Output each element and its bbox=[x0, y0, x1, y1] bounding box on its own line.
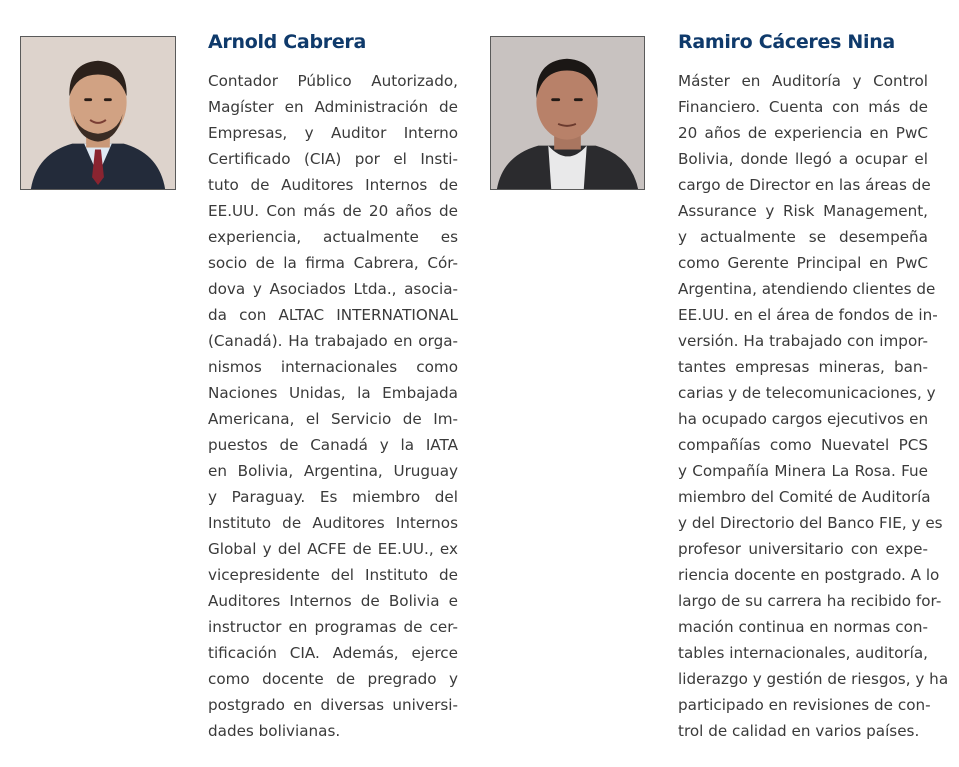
bio-line: en Bolivia, Argentina, Uruguay bbox=[208, 462, 458, 480]
profile-name: Arnold Cabrera bbox=[208, 31, 366, 53]
bio-line: Global y del ACFE de EE.UU., ex bbox=[208, 540, 458, 558]
bio-line: como docente de pregrado y bbox=[208, 670, 458, 688]
bio-line: Instituto de Auditores Internos bbox=[208, 514, 458, 532]
bio-line: socio de la firma Cabrera, Cór- bbox=[208, 254, 458, 272]
bio-line: Auditores Internos de Bolivia e bbox=[208, 592, 458, 610]
bio-line: riencia docente en postgrado. A lo bbox=[678, 566, 940, 584]
bio-line: postgrado en diversas universi- bbox=[208, 696, 458, 714]
bio-line: dades bolivianas. bbox=[208, 722, 341, 740]
bio-line: dova y Asociados Ltda., asocia- bbox=[208, 280, 458, 298]
bio-line: y Paraguay. Es miembro del bbox=[208, 488, 458, 506]
bio-line: puestos de Canadá y la IATA bbox=[208, 436, 458, 454]
profile-bio bbox=[678, 68, 949, 744]
bio-line: liderazgo y gestión de riesgos, y ha bbox=[678, 670, 949, 688]
bio-line: EE.UU. en el área de fondos de in- bbox=[678, 306, 938, 324]
bio-line: como Gerente Principal en PwC bbox=[678, 254, 928, 272]
bio-line: Contador Público Autorizado, bbox=[208, 72, 458, 90]
bio-line: cargo de Director en las áreas de bbox=[678, 176, 931, 194]
bio-line: tables internacionales, auditoría, bbox=[678, 644, 928, 662]
bio-line: profesor universitario con expe- bbox=[678, 540, 928, 558]
bio-line: y Compañía Minera La Rosa. Fue bbox=[678, 462, 928, 480]
portrait-photo bbox=[490, 36, 645, 190]
bio-line: participado en revisiones de con- bbox=[678, 696, 931, 714]
bio-line: Naciones Unidas, la Embajada bbox=[208, 384, 458, 402]
bio-line: EE.UU. Con más de 20 años de bbox=[208, 202, 458, 220]
bio-line: carias y de telecomunicaciones, y bbox=[678, 384, 936, 402]
bio-line: largo de su carrera ha recibido for- bbox=[678, 592, 942, 610]
bio-line: compañías como Nuevatel PCS bbox=[678, 436, 928, 454]
bio-line: miembro del Comité de Auditoría bbox=[678, 488, 931, 506]
bio-line: Certificado (CIA) por el Insti- bbox=[208, 150, 458, 168]
bio-line: ha ocupado cargos ejecutivos en bbox=[678, 410, 929, 428]
profile-name: Ramiro Cáceres Nina bbox=[678, 31, 895, 53]
bio-line: Americana, el Servicio de Im- bbox=[208, 410, 458, 428]
bio-line: Financiero. Cuenta con más de bbox=[678, 98, 928, 116]
bio-line: Assurance y Risk Management, bbox=[678, 202, 928, 220]
bio-line: tificación CIA. Además, ejerce bbox=[208, 644, 458, 662]
bio-line: y actualmente se desempeña bbox=[678, 228, 928, 246]
bio-line: tuto de Auditores Internos de bbox=[208, 176, 458, 194]
bio-line: trol de calidad en varios países. bbox=[678, 722, 920, 740]
bio-line: 20 años de experiencia en PwC bbox=[678, 124, 928, 142]
bio-line: experiencia, actualmente es bbox=[208, 228, 458, 246]
bio-line: vicepresidente del Instituto de bbox=[208, 566, 458, 584]
bio-line: Argentina, atendiendo clientes de bbox=[678, 280, 936, 298]
portrait-photo bbox=[20, 36, 176, 190]
bio-line: tantes empresas mineras, ban- bbox=[678, 358, 928, 376]
bio-line: nismos internacionales como bbox=[208, 358, 458, 376]
bio-line: Máster en Auditoría y Control bbox=[678, 72, 928, 90]
bio-line: Empresas, y Auditor Interno bbox=[208, 124, 458, 142]
bio-line: mación continua en normas con- bbox=[678, 618, 928, 636]
profile-bio bbox=[208, 68, 458, 744]
bio-line: Magíster en Administración de bbox=[208, 98, 458, 116]
bio-line: Bolivia, donde llegó a ocupar el bbox=[678, 150, 928, 168]
bio-line: y del Directorio del Banco FIE, y es bbox=[678, 514, 943, 532]
bio-line: (Canadá). Ha trabajado en orga- bbox=[208, 332, 458, 350]
bio-line: versión. Ha trabajado con impor- bbox=[678, 332, 928, 350]
bio-line: da con ALTAC INTERNATIONAL bbox=[208, 306, 458, 324]
bio-line: instructor en programas de cer- bbox=[208, 618, 458, 636]
